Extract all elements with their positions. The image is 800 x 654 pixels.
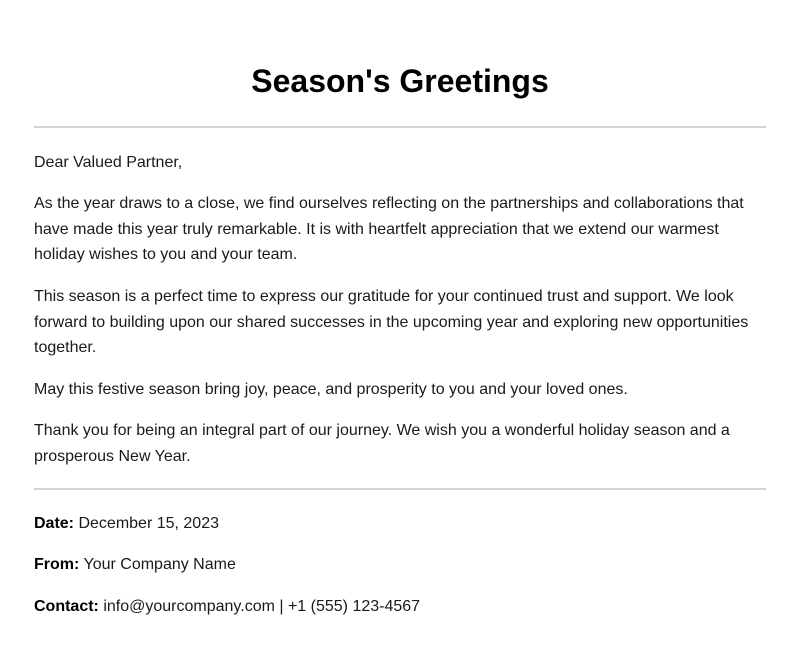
bottom-divider [34,488,766,490]
date-label: Date: [34,515,75,532]
from-line [34,554,766,576]
date-value: December 15, 2023 [78,515,219,532]
salutation: Dear Valued Partner, [34,154,183,171]
page-title: Season's Greetings [251,63,549,99]
paragraph-4: Thank you for being an integral part of our journey. We wish you a wonderful holiday season and a prosperous New Year. [34,422,730,465]
paragraph-2: This season is a perfect time to express our gratitude for your continued trust and support. We look forward to building upon our shared successes in the upcoming year and exploring new opportunities together. [34,288,749,356]
contact-label: Contact: [34,598,99,615]
paragraph-1: As the year draws to a close, we find ourselves reflecting on the partnerships and collaborations that have made this year truly remarkable. It is with heartfelt appreciation that we extend our warmest holiday wishes to you and your team. [34,195,744,263]
from-value: Your Company Name [83,556,236,573]
contact-value: info@yourcompany.com | +1 (555) 123-4567 [103,598,421,615]
top-divider [34,126,766,128]
contact-line [34,596,766,618]
paragraph-3: May this festive season bring joy, peace, and prosperity to you and your loved ones. [34,381,628,398]
from-label: From: [34,556,80,573]
date-line [34,513,766,535]
